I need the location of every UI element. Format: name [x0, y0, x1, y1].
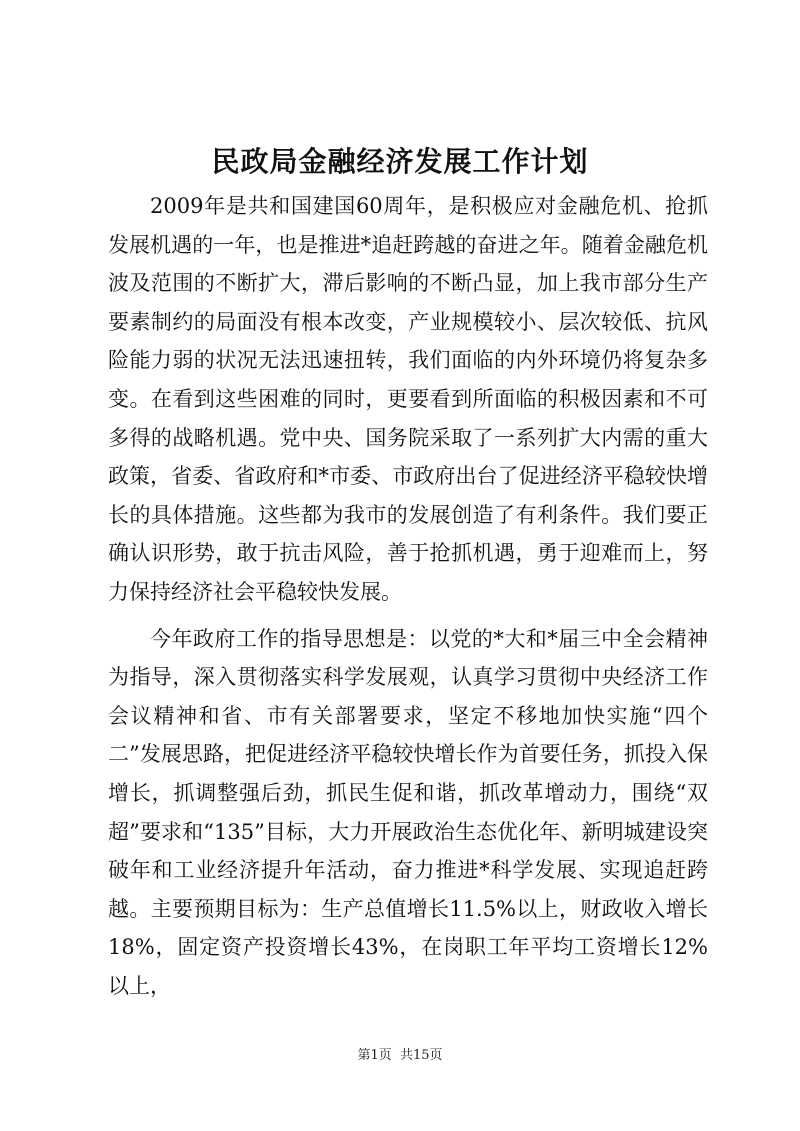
paragraph-1: 2009年是共和国建国60周年，是积极应对金融危机、抢抓发展机遇的一年，也是推进*追赶跨越的奋进之年。随着金融危机波及范围的不断扩大，滞后影响的不断凸显，加上我市部分生产要素制约的局面没有根本改变，产业规模较小、层次较低、抗风险能力弱的状况无法迅速扭转，我们面临的内外环境仍将复杂多变。在看到这些困难的同时，更要看到所面临的积极因素和不可多得的战略机遇。党中央、国务院采取了一系列扩大内需的重大政策，省委、省政府和*市委、市政府出台了促进经济平稳较快增长的具体措施。这些都为我市的发展创造了有利条件。我们要正确认识形势，敢于抗击风险，善于抢抓机遇，勇于迎难而上，努力保持经济社会平稳较快发展。 — [108, 194, 708, 604]
page-number: 第1页 — [357, 1048, 392, 1063]
document-title: 民政局金融经济发展工作计划 — [211, 145, 589, 178]
document-body — [108, 187, 708, 1005]
page-footer — [0, 1046, 800, 1066]
page-total: 共15页 — [399, 1048, 443, 1063]
paragraph-2: 今年政府工作的指导思想是：以党的*大和*届三中全会精神为指导，深入贯彻落实科学发展观，认真学习贯彻中央经济工作会议精神和省、市有关部署要求，坚定不移地加快实施“四个二”发展思路，把促进经济平稳较快增长作为首要任务，抓投入保增长，抓调整强后劲，抓民生促和谐，抓改革增动力，围绕“双超”要求和“135”目标，大力开展政治生态优化年、新明城建设突破年和工业经济提升年活动，奋力推进*科学发展、实现追赶跨越。主要预期目标为：生产总值增长11.5%以上，财政收入增长18%，固定资产投资增长43%，在岗职工年平均工资增长12%以上， — [108, 626, 708, 998]
